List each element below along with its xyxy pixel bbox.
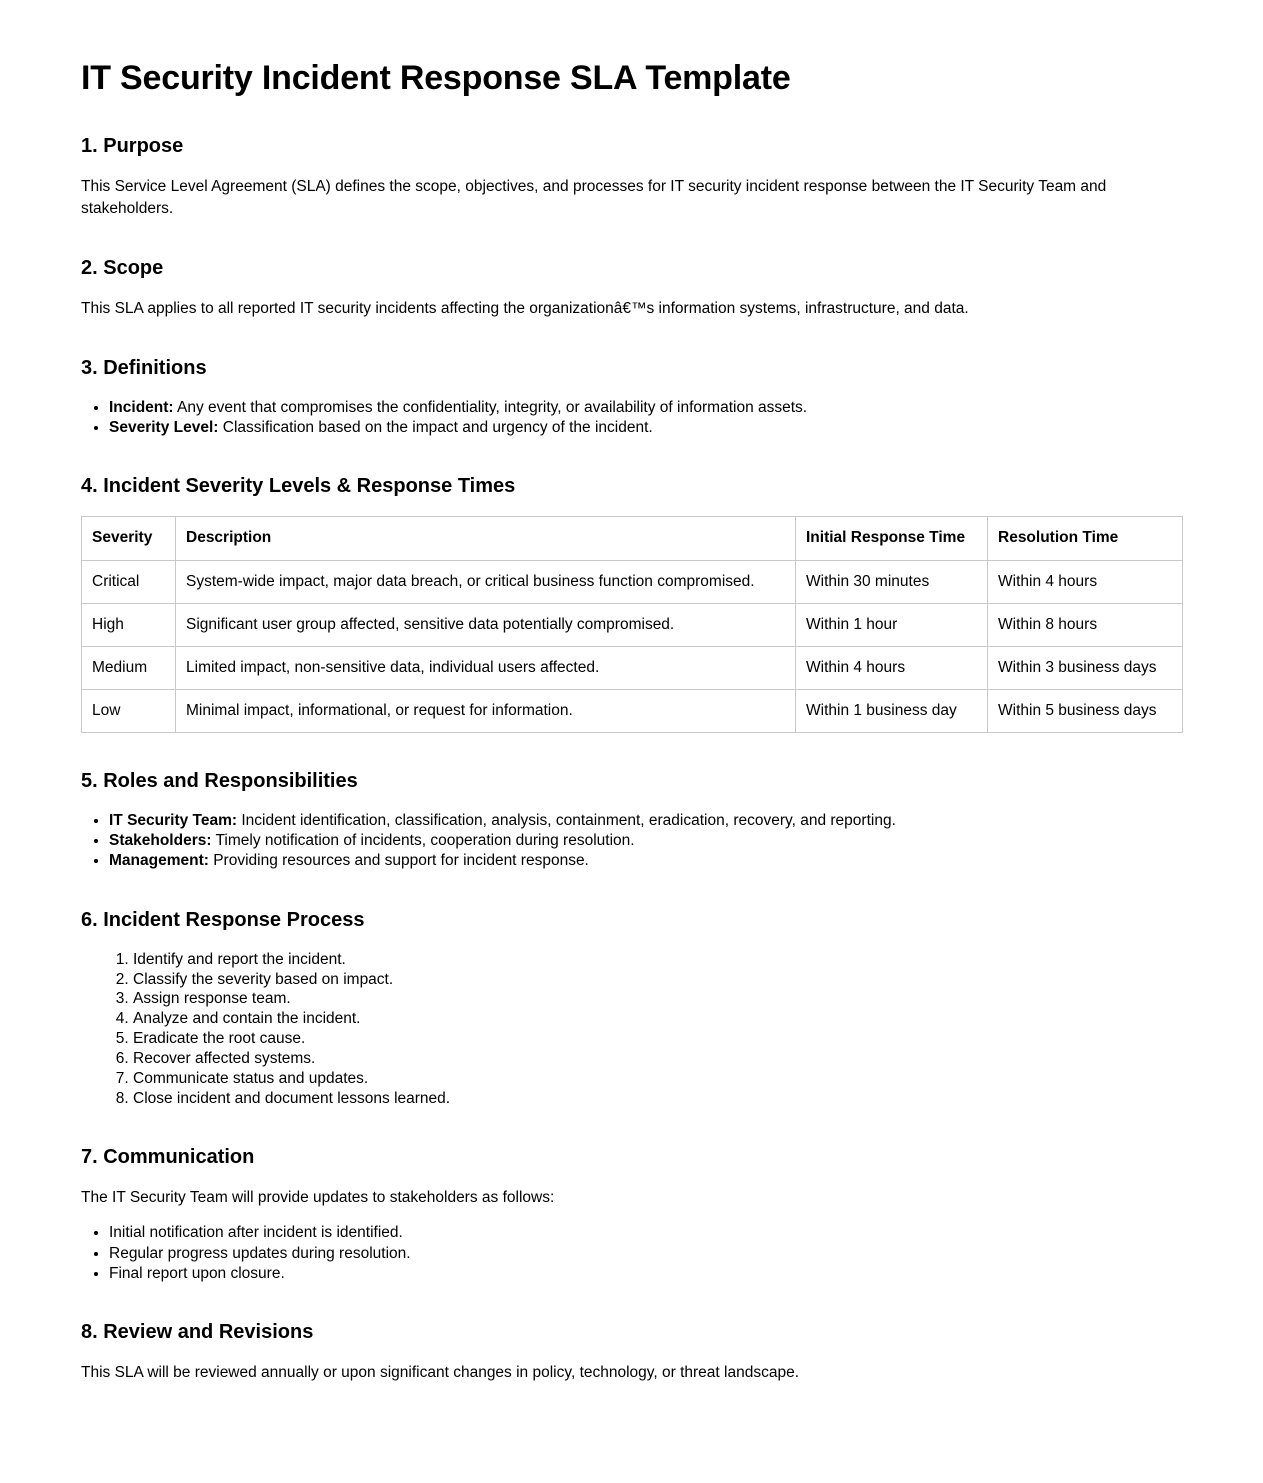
list-item: 8. Close incident and document lessons learned. [133,1089,1183,1109]
role-text: Providing resources and support for incident response. [208,852,589,870]
list-item [109,851,1183,871]
cell-description: Limited impact, non-sensitive data, individual users affected. [176,646,796,689]
table-row [82,689,1183,732]
section-heading-communication: 7. Communication [81,1146,255,1169]
communication-paragraph: The IT Security Team will provide updates to stakeholders as follows: [81,1189,555,1207]
cell-description: Minimal impact, informational, or request for information. [176,689,796,732]
purpose-paragraph: This Service Level Agreement (SLA) defines the scope, objectives, and processes for IT security incident response between the IT Security Team and stakeholders. [81,178,1107,218]
section-heading-review: 8. Review and Revisions [81,1320,314,1343]
cell-severity: Medium [82,646,176,689]
spacer [81,1215,1183,1223]
cell-severity: Critical [82,560,176,603]
cell-initial-response-time: Within 1 business day [796,689,988,732]
definition-term: Incident: [109,399,174,417]
list-item: 7. Communicate status and updates. [133,1069,1183,1089]
column-header-initial-response-time: Initial Response Time [796,517,988,560]
list-item: 1. Identify and report the incident. [133,950,1183,970]
cell-severity: High [82,603,176,646]
roles-list [81,811,1183,871]
list-item: 5. Eradicate the root cause. [133,1029,1183,1049]
section-heading-purpose: 1. Purpose [81,135,184,158]
list-item: • Initial notification after incident is identified. [109,1223,1183,1243]
role-text: Incident identification, classification, analysis, containment, eradication, recovery, and reporting. [237,812,896,830]
section-heading-process: 6. Incident Response Process [81,908,365,931]
list-item: 3. Assign response team. [133,989,1183,1009]
cell-description: System-wide impact, major data breach, or critical business function compromised. [176,560,796,603]
list-item: 6. Recover affected systems. [133,1049,1183,1069]
table-row [82,603,1183,646]
page-title: IT Security Incident Response SLA Template [81,59,791,97]
definitions-list [81,398,1183,438]
table-row [82,560,1183,603]
column-header-severity: Severity [82,517,176,560]
role-text: Timely notification of incidents, cooperation during resolution. [211,832,635,850]
role-term: Management: [109,852,209,870]
section-heading-roles: 5. Roles and Responsibilities [81,770,358,793]
list-item: • Regular progress updates during resolution. [109,1244,1183,1264]
cell-resolution-time: Within 5 business days [988,689,1183,732]
section-heading-scope: 2. Scope [81,257,164,280]
scope-paragraph: This SLA applies to all reported IT security incidents affecting the organizationâ€™s information systems, infrastructure, and data. [81,300,969,318]
table-header-row [82,517,1183,560]
definition-text: Any event that compromises the confidentiality, integrity, or availability of information assets. [173,399,808,417]
cell-resolution-time: Within 8 hours [988,603,1183,646]
table-row [82,646,1183,689]
cell-initial-response-time: Within 4 hours [796,646,988,689]
list-item: 2. Classify the severity based on impact. [133,970,1183,990]
list-item [109,398,1183,418]
section-heading-definitions: 3. Definitions [81,357,207,380]
communication-list [81,1223,1183,1283]
definition-text: Classification based on the impact and urgency of the incident. [218,419,653,437]
column-header-description: Description [176,517,796,560]
list-item [109,831,1183,851]
severity-response-table [81,516,1183,733]
role-term: IT Security Team: [109,812,238,830]
cell-severity: Low [82,689,176,732]
cell-resolution-time: Within 3 business days [988,646,1183,689]
list-item [109,811,1183,831]
cell-initial-response-time: Within 1 hour [796,603,988,646]
list-item: • Final report upon closure. [109,1264,1183,1284]
cell-resolution-time: Within 4 hours [988,560,1183,603]
list-item [109,418,1183,438]
review-paragraph: This SLA will be reviewed annually or upon significant changes in policy, technology, or threat landscape. [81,1363,800,1381]
cell-initial-response-time: Within 30 minutes [796,560,988,603]
definition-term: Severity Level: [109,419,219,437]
list-item: 4. Analyze and contain the incident. [133,1009,1183,1029]
cell-description: Significant user group affected, sensitive data potentially compromised. [176,603,796,646]
section-heading-severity-levels: 4. Incident Severity Levels & Response Times [81,475,516,498]
role-term: Stakeholders: [109,832,212,850]
process-steps-list [81,950,1183,1110]
column-header-resolution-time: Resolution Time [988,517,1183,560]
